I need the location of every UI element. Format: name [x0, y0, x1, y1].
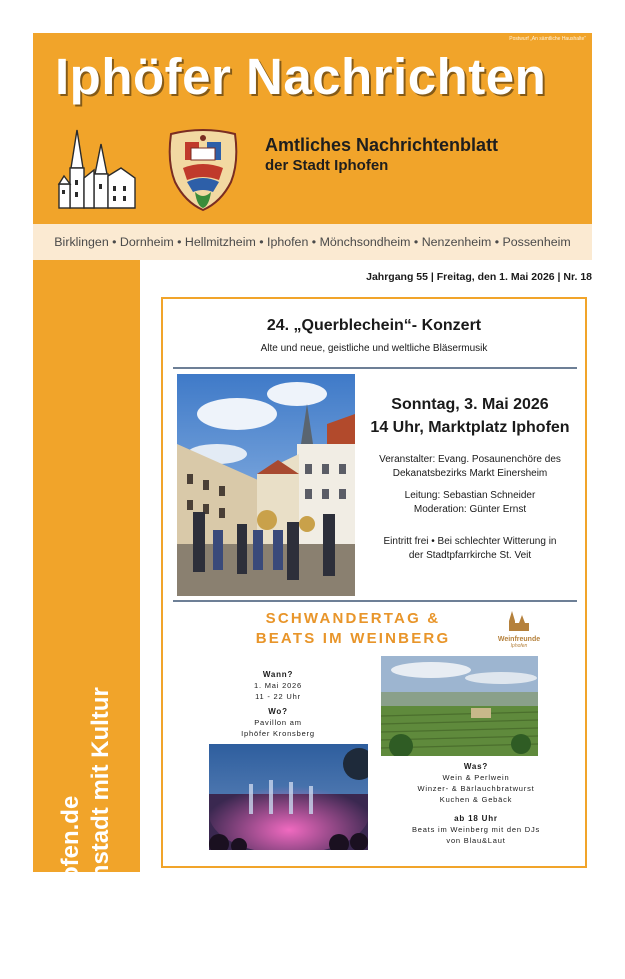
admission-line: Eintritt frei • Bei schlechter Witterung in: [383, 536, 557, 547]
festival-title: [203, 609, 503, 649]
weinfreunde-logo: [489, 611, 549, 649]
from-line: Beats im Weinberg mit den DJs: [411, 825, 541, 834]
divider: [173, 367, 577, 369]
organizer-line: Veranstalter: Evang. Posaunenchöre des: [379, 454, 561, 465]
festival-what: [381, 761, 571, 846]
concert-subtitle: Alte und neue, geistliche und weltliche Bläsermusik: [260, 343, 488, 354]
where-line: Iphöfer Kronsberg: [241, 729, 315, 738]
coat-of-arms-icon: [163, 128, 243, 212]
concert-time-place: 14 Uhr, Marktplatz Iphofen: [370, 419, 570, 436]
organizer-line: Dekanatsbezirks Markt Einersheim: [392, 468, 548, 479]
festival-title-line: BEATS IM WEINBERG: [255, 630, 451, 647]
when-time: 11 - 22 Uhr: [255, 692, 301, 701]
subtitle-official-gazette: Amtliches Nachrichtenblatt: [265, 135, 499, 155]
concert-organizer: [363, 453, 577, 481]
festival-title-line: SCHWANDERTAG &: [265, 610, 441, 627]
sidebar-slogan: [56, 687, 116, 979]
what-line: Winzer- & Bärlauchbratwurst: [417, 784, 535, 793]
church-icon: [57, 128, 141, 212]
what-label: Was?: [463, 762, 489, 771]
admission-line: der Stadtpfarrkirche St. Veit: [408, 550, 532, 561]
villages-band: Birklingen • Dornheim • Hellmitzheim • Iphofen • Mönchsondheim • Nenzenheim • Possenheim: [33, 224, 592, 260]
from-label: ab 18 Uhr: [454, 814, 498, 823]
festival-where: [223, 706, 333, 739]
what-line: Kuchen & Gebäck: [439, 795, 513, 804]
sidebar-band: [33, 260, 140, 979]
concert-lead: [363, 489, 577, 517]
event-poster: [161, 297, 587, 868]
postal-note: Postwurf „An sämtliche Haushalte“: [509, 36, 586, 42]
moderation-line: Moderation: Günter Ernst: [413, 504, 527, 515]
sidebar-url: www.iphofen.de: [57, 795, 84, 979]
when-date: 1. Mai 2026: [254, 681, 302, 690]
dj-party-photo: [209, 744, 368, 850]
divider: [173, 600, 577, 602]
weinfreunde-logo-icon: [506, 611, 532, 631]
from-line: von Blau&Laut: [446, 836, 506, 845]
newspaper-title: Iphöfer Nachrichten: [55, 48, 547, 105]
where-line: Pavillon am: [254, 718, 302, 727]
when-label: Wann?: [262, 670, 294, 679]
issue-line: Jahrgang 55 | Freitag, den 1. Mai 2026 | Nr. 18: [366, 271, 592, 283]
concert-title: 24. „Querblechein“- Konzert: [266, 317, 482, 334]
subtitle-town: der Stadt Iphofen: [265, 157, 389, 174]
concert-admission: [363, 535, 577, 563]
masthead-banner: [33, 33, 592, 224]
vineyard-photo: [381, 656, 538, 756]
lead-line: Leitung: Sebastian Schneider: [404, 490, 536, 501]
weinfreunde-name: Weinfreunde: [497, 636, 541, 643]
weinfreunde-sub: Iphofen: [510, 643, 528, 649]
where-label: Wo?: [268, 707, 288, 716]
concert-date: Sonntag, 3. Mai 2026: [391, 396, 549, 413]
festival-when: [223, 669, 333, 702]
sidebar-tagline: Eine Weinstadt mit Kultur: [87, 687, 114, 979]
what-line: Wein & Perlwein: [442, 773, 510, 782]
brass-band-photo: [177, 374, 355, 596]
